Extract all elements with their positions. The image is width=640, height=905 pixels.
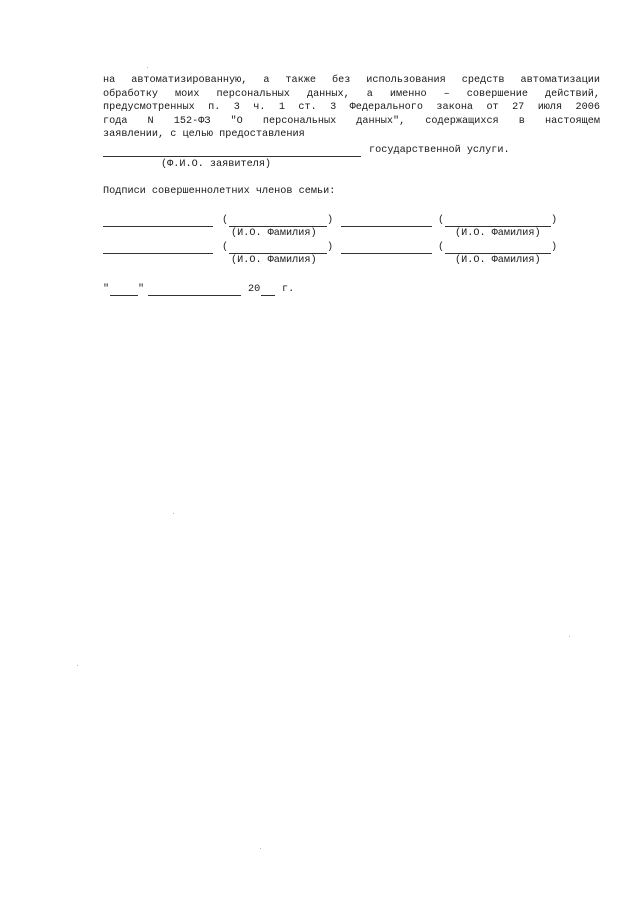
applicant-name-line[interactable] [103,156,361,157]
date-close-quote: " [138,284,145,295]
name-caption: (И.О. Фамилия) [231,255,317,266]
signatures-heading: Подписи совершеннолетних членов семьи: [103,186,336,197]
year-prefix: 20 [248,284,261,295]
signature-line-4[interactable] [341,253,432,254]
name-line-4[interactable] [445,253,551,254]
name-line-1[interactable] [229,226,327,227]
name-caption: (И.О. Фамилия) [455,255,541,266]
close-paren: ) [551,242,558,253]
close-paren: ) [327,215,334,226]
scan-speck [173,513,174,514]
date-open-quote: " [103,284,110,295]
year-suffix: г. [282,284,295,295]
signature-line-1[interactable] [103,226,213,227]
day-line[interactable] [110,295,138,296]
open-paren: ( [222,215,229,226]
close-paren: ) [551,215,558,226]
paragraph-line-1: на автоматизированную, а также без использования средств автоматизации [103,75,600,86]
signature-line-3[interactable] [103,253,213,254]
paragraph-line-2: обработку моих персональных данных, а именно – совершение действий, [103,88,600,100]
consent-paragraph [103,74,600,142]
paragraph-line-5: заявлении, с целью предоставления [103,129,305,140]
scan-speck [147,67,148,68]
year-line[interactable] [261,295,275,296]
paragraph-line-3: предусмотренных п. 3 ч. 1 ст. 3 Федерального закона от 27 июля 2006 [103,102,600,113]
signature-line-2[interactable] [341,226,432,227]
scan-speck [77,665,78,666]
scan-speck [569,636,570,637]
open-paren: ( [438,242,445,253]
month-line[interactable] [148,295,241,296]
name-caption: (И.О. Фамилия) [455,228,541,239]
name-line-2[interactable] [445,226,551,227]
open-paren: ( [222,242,229,253]
applicant-caption: (Ф.И.О. заявителя) [161,159,272,170]
service-text: государственной услуги. [369,145,510,156]
paragraph-line-4: года N 152-ФЗ "О персональных данных", содержащихся в настоящем [103,115,600,127]
open-paren: ( [438,215,445,226]
name-caption: (И.О. Фамилия) [231,228,317,239]
name-line-3[interactable] [229,253,327,254]
scan-speck [260,848,261,849]
close-paren: ) [327,242,334,253]
